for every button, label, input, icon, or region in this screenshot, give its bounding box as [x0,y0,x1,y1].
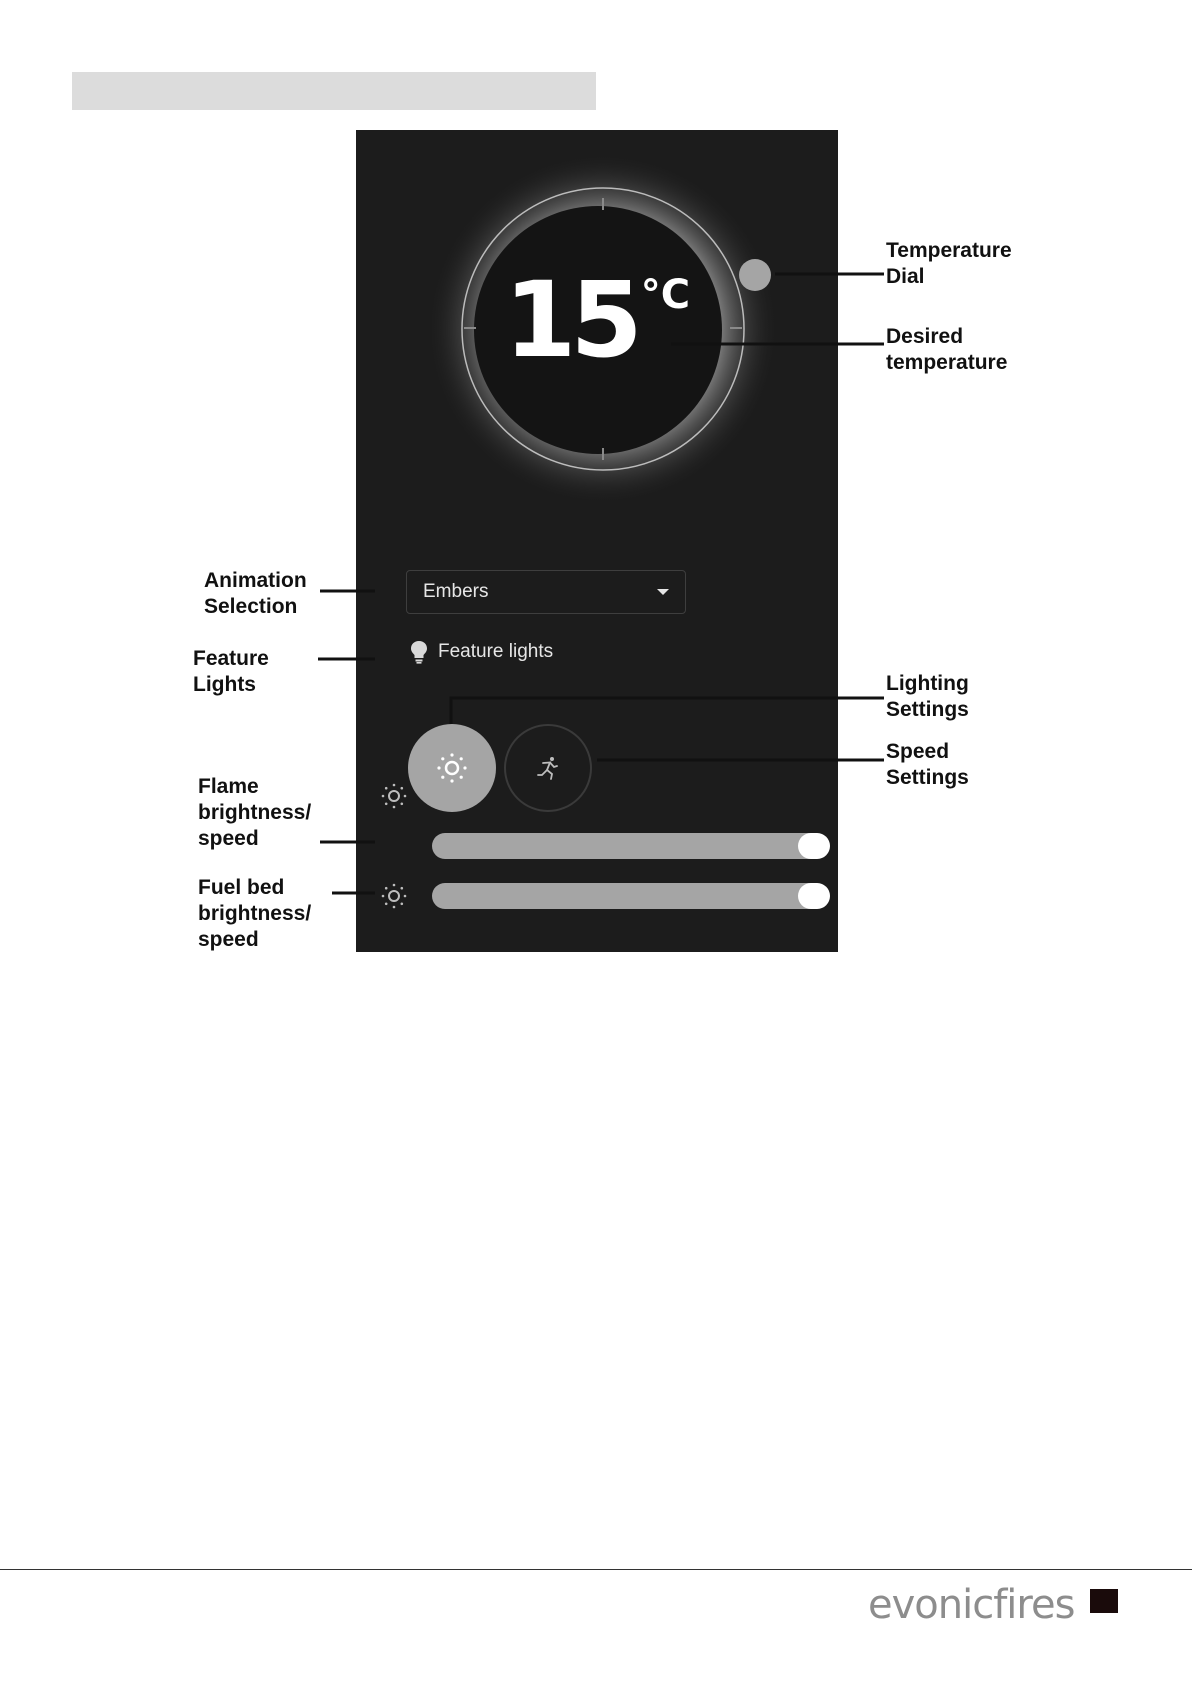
fuel-bed-sun-icon [380,882,408,910]
running-person-icon [533,753,563,783]
feature-lights-toggle[interactable] [410,640,553,664]
fuel-bed-slider[interactable] [432,883,830,909]
callout-feature-lights: Feature Lights [193,647,269,696]
speed-settings-button[interactable] [504,724,592,812]
flame-sun-icon [380,782,408,810]
footer-rule [0,1569,1192,1570]
header-bar [72,72,596,110]
page-marker [1090,1589,1118,1613]
sun-icon [434,750,470,786]
callout-lighting-settings: Lighting Settings [886,672,969,721]
flame-slider[interactable] [432,833,830,859]
bulb-icon [410,640,428,664]
callout-desired-temperature: Desired temperature [886,325,1008,374]
animation-select[interactable] [406,570,686,614]
temperature-unit: °C [640,272,691,318]
animation-select-value: Embers [423,581,489,602]
lighting-settings-button[interactable] [408,724,496,812]
callout-speed-settings: Speed Settings [886,740,969,789]
desired-temperature [356,259,838,381]
app-screen [356,130,838,952]
callout-flame: Flame brightness/ speed [198,775,312,850]
callout-temperature-dial: Temperature Dial [886,239,1012,288]
brand-logo: evonicfires [868,1582,1075,1628]
flame-slider-knob[interactable] [798,833,830,859]
caret-down-icon [657,589,669,595]
fuel-bed-slider-knob[interactable] [798,883,830,909]
callout-fuel-bed: Fuel bed brightness/ speed [198,876,312,951]
callout-animation-selection: Animation Selection [204,569,307,618]
feature-lights-label: Feature lights [438,641,554,662]
temperature-value: 15 [503,259,637,381]
